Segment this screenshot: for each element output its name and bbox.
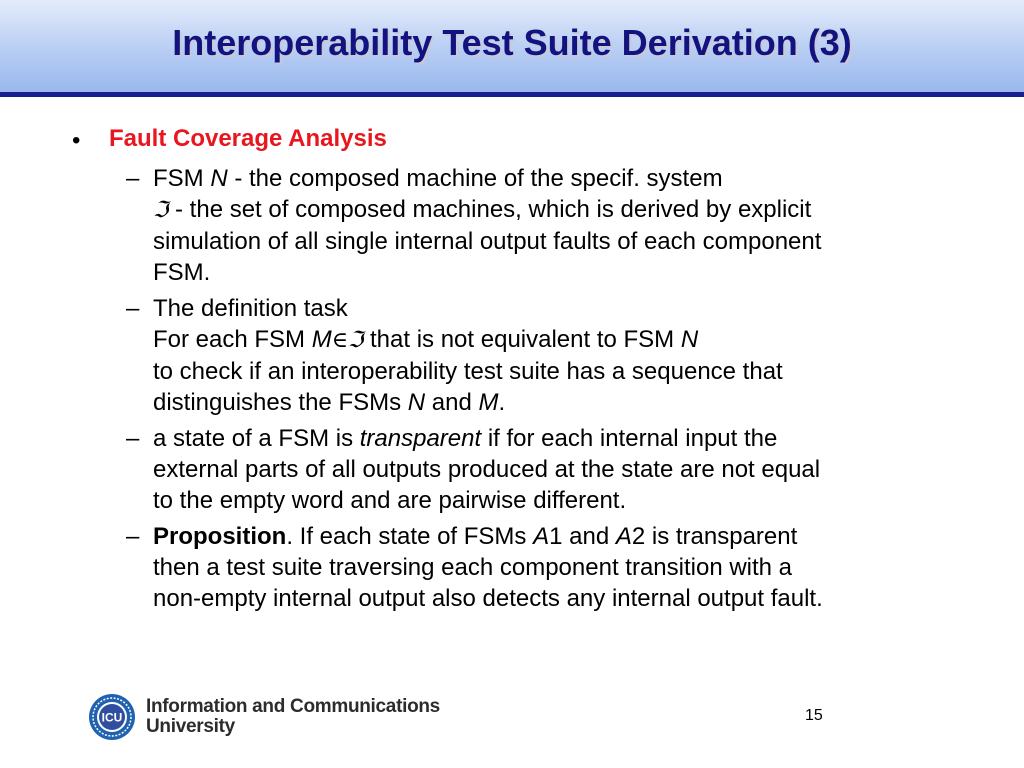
math-symbol: M [478,389,499,416]
math-symbol: ℑ [153,198,169,223]
text-line [153,194,973,226]
text-line [153,423,973,454]
text-run: a state of a FSM is [153,425,360,452]
text-run: For each FSM [153,326,312,353]
text-run: if for each internal input the [481,425,778,452]
text-line [153,163,973,194]
math-symbol: A [615,523,632,550]
university-logo-icon [88,693,136,741]
dash-marker: – [126,165,140,192]
text-run: 1 and [549,523,616,550]
dash-marker: – [126,523,140,550]
text-run: and [425,389,479,416]
emphasis-term: transparent [359,425,482,452]
sub-bullet-fsm-n [153,163,973,288]
university-name [146,697,440,737]
sub-bullet-transparent-state [153,423,973,516]
slide-title: Interoperability Test Suite Derivation (3) [172,22,852,63]
dash-marker: – [126,425,140,452]
text-line [153,324,973,356]
text-line [153,387,973,418]
math-symbol: N [680,326,699,353]
org-line: University [146,716,235,737]
bullet-title: Fault Coverage Analysis [109,125,387,152]
text-line: external parts of all outputs produced at the state are not equal [153,456,821,483]
text-line: simulation of all single internal output faults of each component [153,228,822,255]
text-run: 2 is transparent [631,523,798,550]
svg-text:ICU: ICU [101,710,123,725]
text-line: FSM. [153,259,211,286]
text-run: . [498,389,506,416]
text-run: . If each state of FSMs [286,523,534,550]
text-line: then a test suite traversing each component transition with a [153,554,793,581]
dash-marker: – [126,295,140,322]
text-line [153,521,973,552]
sub-bullet-definition-task [153,293,973,418]
text-run: distinguishes the FSMs [153,389,408,416]
text-line: The definition task [153,295,348,322]
text-run: FSM [153,165,211,192]
math-symbol: N [210,165,228,192]
org-line: Information and Communications [146,696,440,717]
page-number: 15 [805,707,823,724]
math-symbol: ∈ℑ [331,328,364,353]
text-run: that is not equivalent to FSM [363,326,681,353]
math-symbol: M [311,326,332,353]
proposition-label: Proposition [153,523,287,550]
bullet-marker: • [72,127,81,154]
math-symbol: A [533,523,550,550]
text-run: - the composed machine of the specif. system [227,165,723,192]
text-line: to check if an interoperability test suite has a sequence that [153,358,783,385]
text-line: to the empty word and are pairwise different. [153,487,627,514]
text-run: - the set of composed machines, which is derived by explicit [168,196,812,223]
sub-bullet-proposition [153,521,973,614]
text-line: non-empty internal output also detects any internal output fault. [153,585,823,612]
math-symbol: N [407,389,426,416]
